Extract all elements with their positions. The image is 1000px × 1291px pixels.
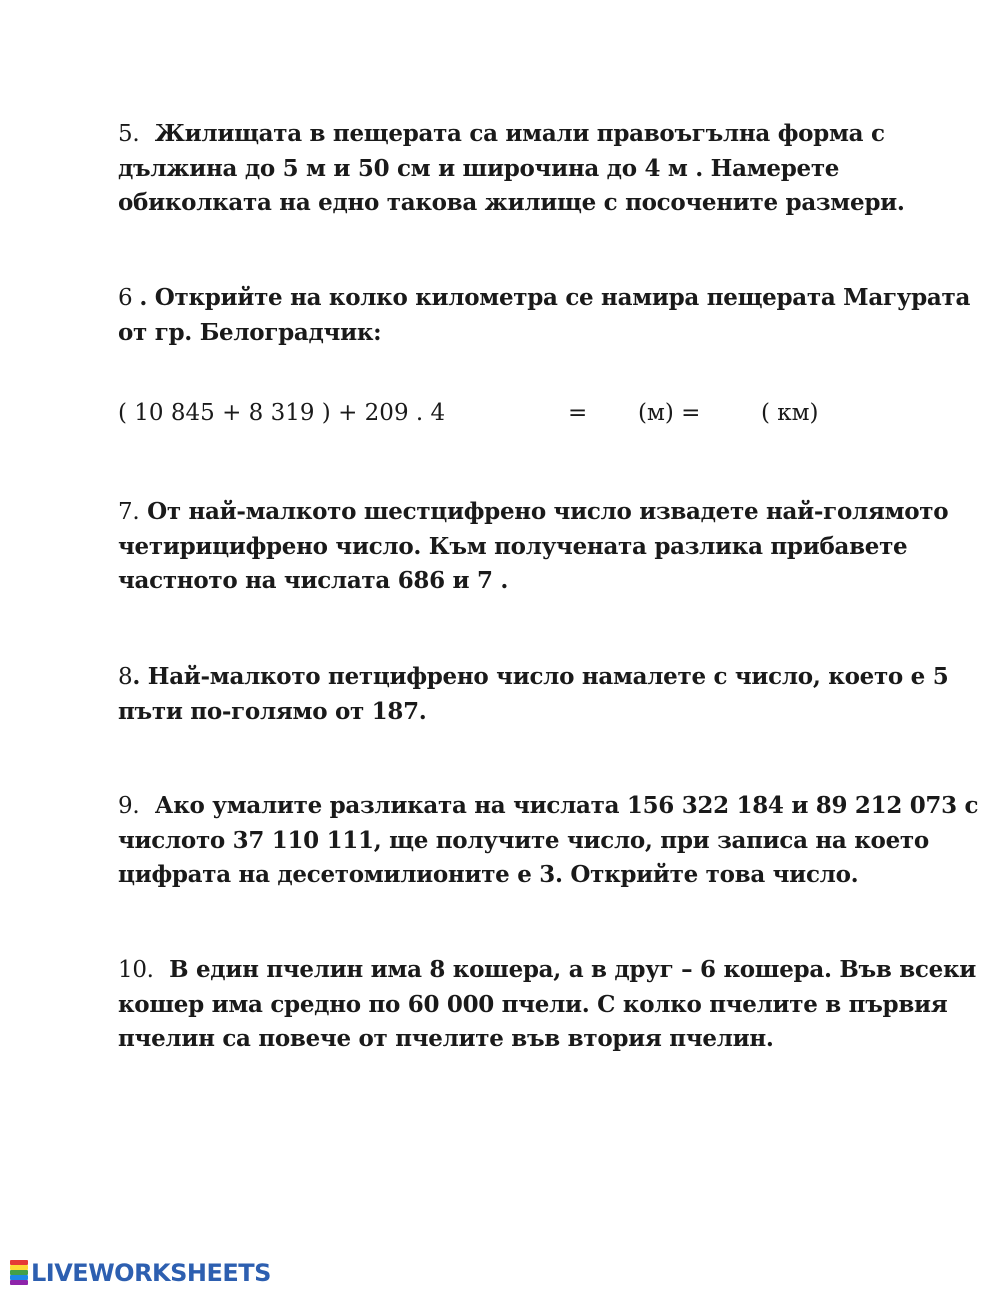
expression-meters: (м) = xyxy=(638,400,701,426)
task-5 xyxy=(118,117,968,221)
task-5-text-1: Жилищата в пещерата са имали правоъгълна форма с xyxy=(154,120,885,147)
logo-text: LIVEWORKSHEETS xyxy=(31,1259,271,1287)
task-7-text-1: От най-малкото шестцифрено число извадете най-голямото xyxy=(147,498,949,525)
task-9-line-2: числото 37 110 111, ще получите число, при записа на което xyxy=(118,826,929,854)
task-6-expression xyxy=(118,400,878,434)
task-8 xyxy=(118,660,968,729)
task-10-text-1: В един пчелин има 8 кошера, а в друг – 6 кошера. Във всеки xyxy=(169,956,977,983)
task-7 xyxy=(118,495,968,599)
task-6 xyxy=(118,281,971,350)
task-9-line-3: цифрата на десетомилионите е 3. Открийте това число. xyxy=(118,861,859,888)
task-5-number: 5. xyxy=(118,121,140,147)
task-5-line-1 xyxy=(118,117,968,152)
task-6-line-2: от гр. Белоградчик: xyxy=(118,318,382,346)
task-7-line-1 xyxy=(118,495,968,530)
task-9 xyxy=(118,789,979,893)
task-5-line-2: дължина до 5 м и 50 см и широчина до 4 м . Намерете xyxy=(118,154,840,182)
task-8-line-2: пъти по-голямо от 187. xyxy=(118,697,427,725)
task-6-number: 6 xyxy=(118,285,140,311)
task-10-line-3: пчелин са повече от пчелите във втория пчелин. xyxy=(118,1025,774,1052)
task-8-number: 8 xyxy=(118,664,133,690)
expression-main: ( 10 845 + 8 319 ) + 209 . 4 xyxy=(118,400,446,426)
task-9-number: 9. xyxy=(118,793,140,819)
task-7-line-2: четирицифрено число. Към получената разлика прибавете xyxy=(118,532,908,560)
task-9-text-1: Ако умалите разликата на числата 156 322 184 и 89 212 073 с xyxy=(154,792,979,819)
task-9-line-1 xyxy=(118,789,979,824)
task-10-line-2: кошер има средно по 60 000 пчели. С колко пчелите в първия xyxy=(118,990,948,1018)
expression-equals: = xyxy=(568,400,588,426)
task-10 xyxy=(118,953,977,1057)
task-8-line-1 xyxy=(118,660,968,695)
task-5-line-3: обиколката на едно такова жилище с посочените размери. xyxy=(118,189,905,216)
task-10-line-1 xyxy=(118,953,977,988)
task-7-line-3: частното на числата 686 и 7 . xyxy=(118,567,509,594)
task-8-text-1: . Най-малкото петцифрено число намалете с число, което е 5 xyxy=(132,663,949,690)
task-6-text-1: . Открийте на колко километра се намира пещерата Магурата xyxy=(139,284,971,311)
task-6-line-1 xyxy=(118,281,971,316)
task-10-number: 10. xyxy=(118,957,154,983)
task-7-number: 7. xyxy=(118,499,140,525)
liveworksheets-logo[interactable] xyxy=(10,1259,271,1287)
expression-kilometers: ( км) xyxy=(761,400,819,426)
logo-mark-icon xyxy=(10,1260,28,1286)
